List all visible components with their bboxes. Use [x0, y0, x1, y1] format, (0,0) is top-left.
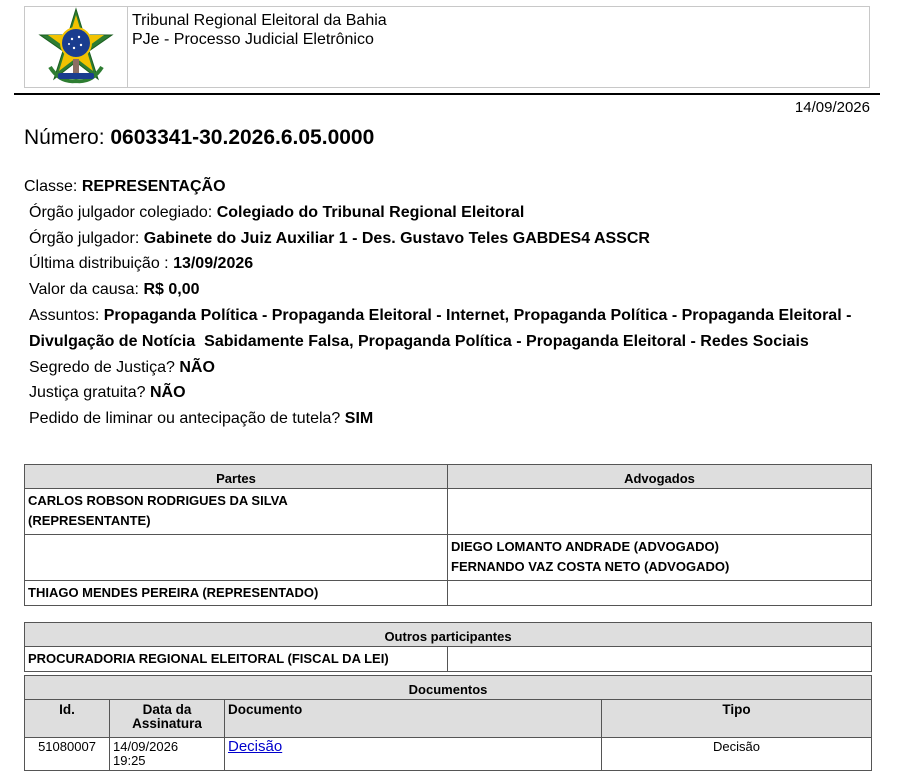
field-label: Segredo de Justiça?: [29, 358, 175, 376]
column-header-tipo: Tipo: [602, 700, 872, 738]
partes-table: [24, 464, 872, 606]
field-orgao-colegiado: [24, 200, 870, 226]
parte-name: THIAGO MENDES PEREIRA (REPRESENTADO): [28, 585, 319, 600]
brazil-coat-of-arms-icon: [36, 7, 116, 87]
column-header-data: Data da Assinatura: [110, 700, 225, 738]
process-number-label: Número:: [24, 126, 105, 149]
field-value: NÃO: [149, 384, 186, 402]
field-segredo: [24, 355, 870, 381]
field-value: R$ 0,00: [143, 281, 200, 299]
advogados-cell: [448, 581, 872, 606]
documentos-table: [24, 675, 872, 771]
parte-name: CARLOS ROBSON RODRIGUES DA SILVA: [28, 493, 288, 508]
process-details: [24, 174, 870, 432]
field-label: Assuntos:: [29, 306, 100, 324]
table-row: [25, 738, 872, 771]
doc-date-time: 19:25: [113, 753, 146, 768]
field-gratuita: [24, 380, 870, 406]
logo-cell: [25, 7, 128, 87]
field-value: NÃO: [179, 358, 215, 376]
table-row: [25, 581, 872, 606]
empty-cell: [448, 647, 872, 672]
field-value: Propaganda Política - Propaganda Eleitoral - Internet, Propaganda Política - Propaganda Eleitoral - Divulgação de Notícia Sabidamente Falsa, Propaganda Política - Propaganda Eleitoral - Redes Sociais: [29, 306, 856, 350]
field-ultima-distribuicao: [24, 251, 870, 277]
court-name: Tribunal Regional Eleitoral da Bahia: [132, 12, 387, 29]
process-number-value: 0603341-30.2026.6.05.0000: [110, 126, 375, 149]
field-classe: [24, 174, 870, 200]
advogados-cell: [448, 535, 872, 581]
field-label: Justiça gratuita?: [29, 384, 146, 402]
field-label: Valor da causa:: [29, 281, 139, 299]
field-value: Colegiado do Tribunal Regional Eleitoral: [216, 203, 525, 221]
parte-cell: [25, 535, 448, 581]
advogado-name: FERNANDO VAZ COSTA NETO (ADVOGADO): [451, 559, 730, 574]
doc-date-day: 14/09/2026: [113, 739, 179, 754]
field-label: Órgão julgador colegiado:: [29, 203, 213, 221]
header-text: [128, 7, 387, 87]
outros-header: Outros participantes: [25, 623, 872, 647]
field-label: Última distribuição :: [29, 255, 169, 273]
documentos-header: Documentos: [25, 676, 872, 700]
doc-name-cell: [225, 738, 602, 771]
field-label: Órgão julgador:: [29, 229, 140, 247]
doc-type: Decisão: [602, 738, 872, 771]
field-value: Gabinete do Juiz Auxiliar 1 - Des. Gustavo Teles GABDES4 ASSCR: [143, 229, 650, 247]
advogado-name: DIEGO LOMANTO ANDRADE (ADVOGADO): [451, 539, 719, 554]
outros-participantes-table: [24, 622, 872, 672]
field-assuntos: [24, 303, 870, 355]
document-header: [24, 6, 870, 88]
doc-id: 51080007: [25, 738, 110, 771]
column-header-documento: Documento: [225, 700, 602, 738]
field-value: 13/09/2026: [173, 255, 254, 273]
field-orgao-julgador: [24, 226, 870, 252]
parte-cell: [25, 581, 448, 606]
header-divider: [14, 93, 880, 95]
field-value: REPRESENTAÇÃO: [81, 178, 226, 195]
process-number: [24, 126, 374, 150]
table-row: [25, 489, 872, 535]
document-link[interactable]: Decisão: [228, 738, 283, 755]
field-liminar: [24, 406, 870, 432]
advogados-header: Advogados: [448, 465, 872, 489]
parte-cell: [25, 489, 448, 535]
field-label: Classe:: [24, 178, 78, 195]
field-value: SIM: [344, 410, 374, 428]
column-header-id: Id.: [25, 700, 110, 738]
parte-role: (REPRESENTANTE): [28, 513, 151, 528]
table-row: [25, 535, 872, 581]
partes-header: Partes: [25, 465, 448, 489]
advogados-cell: [448, 489, 872, 535]
system-name: PJe - Processo Judicial Eletrônico: [132, 31, 374, 48]
print-date: 14/09/2026: [794, 99, 870, 116]
field-label: Pedido de liminar ou antecipação de tutela?: [29, 410, 341, 428]
table-row: [25, 647, 872, 672]
participante-cell: PROCURADORIA REGIONAL ELEITORAL (FISCAL DA LEI): [25, 647, 448, 672]
doc-date: [110, 738, 225, 771]
field-valor-causa: [24, 277, 870, 303]
